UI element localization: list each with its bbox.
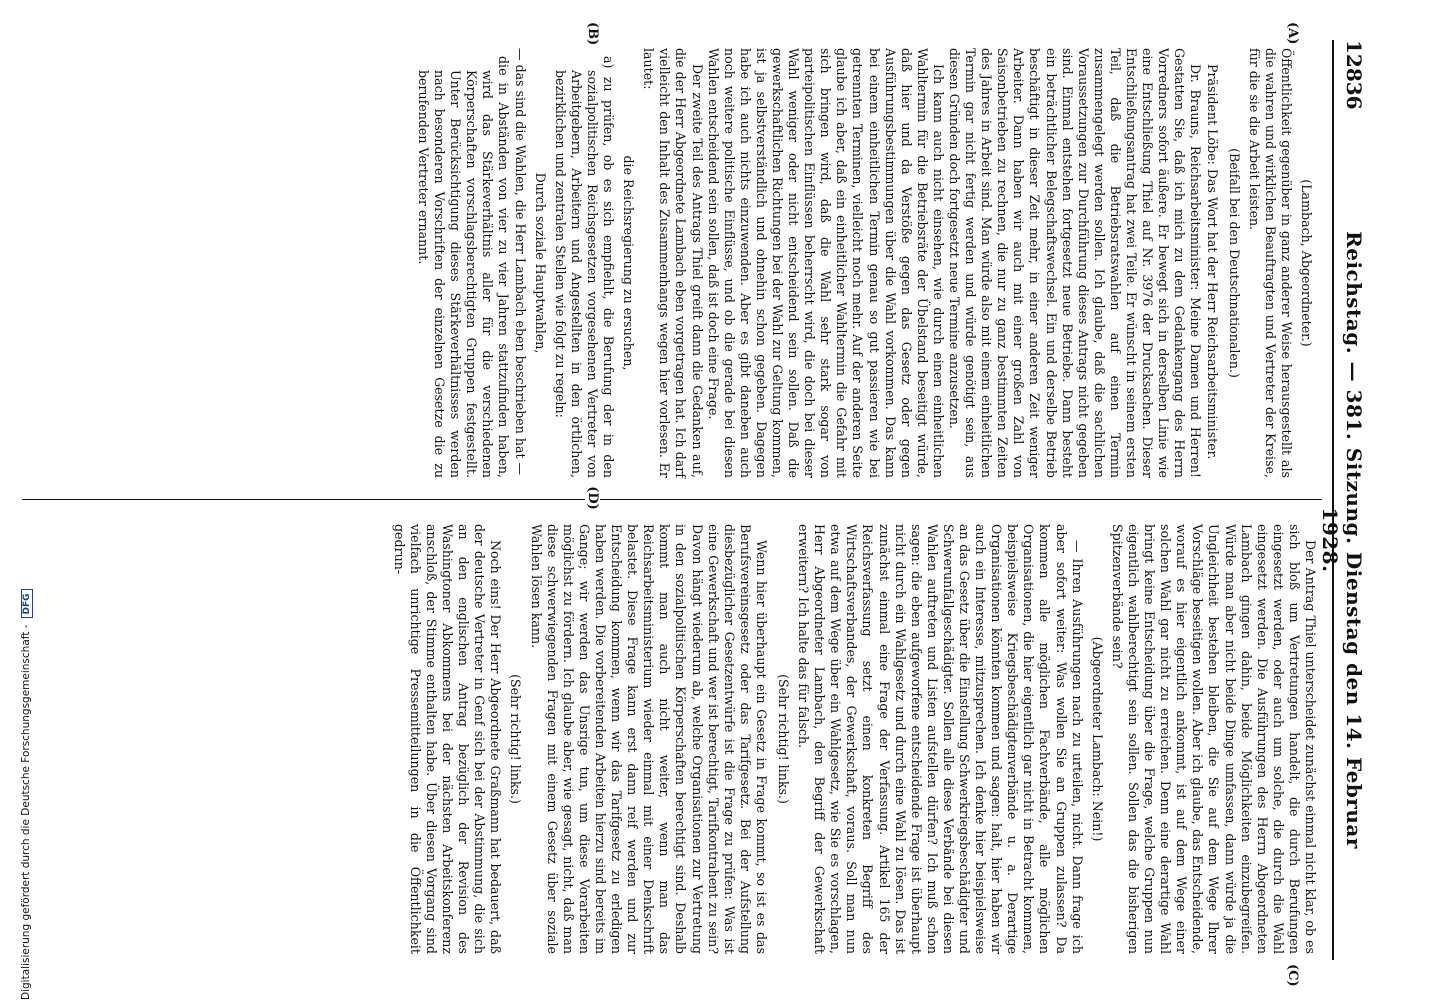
paragraph: (Sehr richtig! links.) xyxy=(508,674,524,804)
margin-marker-d: (D) xyxy=(585,486,600,510)
paragraph: die Reichsregierung zu ersuchen, xyxy=(621,155,637,371)
digitization-credit xyxy=(2,593,32,1000)
paragraph: Öffentlichkeit gegenüber in ganz anderer Weise herausgestellt als die wahren und wirklichen Beauftragten und Vertreter der Kreise, für die sie die Arbeit leisten. xyxy=(1246,48,1294,478)
page-number: 12836 xyxy=(1342,40,1366,110)
paragraph: — Ihren Ausführungen nach zu urteilen, nicht. Dann frage ich aber sofort weiter: Was wollen Sie an Gruppen zulassen? Da kommen alle möglichen Fachverbände, alle möglichen Organisationen, die hier eigentlich gar nicht in Betracht kommen, beispielsweise Kriegsbeschädigtenverbände u. a. Derartige Organisationen könnten kommen und sagen: halt, hier haben wir auch ein Interesse, mitzusprechen. Ich denke hier beispielsweise an das Gesetz über die Einstellung Schwerkriegsbeschädigter und Schwerunfallgeschädigter. Sollen alle diese Verbände bei diesen Wahlen auftreten und Listen aufstellen dürfen? Ich muß schon sagen: die eben aufgeworfene entscheidende Frage ist überhaupt nicht durch ein Wahlgesetz und durch eine Wahl zu lösen. Das ist zunächst einmal eine Frage der Verfassung. Artikel 165 der Reichsverfassung setzt einen konkreten Begriff des Wirtschaftsverbandes, der Gewerkschaft, voraus. Soll man nun etwa auf dem Wege über ein Wahlgesetz, wie Sie es vorschlagen, Herr Abgeordneter Lambach, den Begriff der Gewerkschaft erweitern? Ich halte das für falsch. xyxy=(796,524,1085,954)
right-text-column xyxy=(391,524,1318,954)
paragraph: (Sehr richtig! links.) xyxy=(776,674,791,804)
column-divider xyxy=(22,499,1322,500)
paragraph: Der zweite Teil des Antrags Thiel greift dann die Gedanken auf, die der Herr Abgeordnete Lambach eben vorgetragen hat. Ich darf vielleicht den Inhalt des Zusammenhangs wegen hier vorlesen. Er lautet: xyxy=(641,48,705,478)
credit-text: Digitalisierung gefördert durch die Deutsche Forschungsgemeinschaft - xyxy=(20,624,32,1000)
paragraph: Präsident Löbe: Das Wort hat der Herr Reichsarbeitsminister. xyxy=(1204,64,1220,460)
margin-marker-a: (A) xyxy=(1285,22,1300,45)
paragraph: (Beifall bei den Deutschnationalen.) xyxy=(1226,148,1242,378)
paragraph: a) zu prüfen, ob es sich empfiehlt, die Berufung der in den sozialpolitischen Reichsgesetzen vorgesehenen Vertreter von Arbeitgebern, Arbeitern und Angestellten in den örtlichen, bezirklichen und zentralen Stellen wie folgt zu regeln: xyxy=(552,56,617,478)
paragraph: die in Abständen von vier zu vier Jahren stattzufinden haben, wird das Stärkeverhältnis aller für die verschiedenen Körperschaften vorschlagsberechtigten Gruppen festgestellt. Unter Berücksichtigung dieses Stärkeverhältnisses werden nach besonderen Vorschriften der einzelnen Gesetze die zu berufenden Vertreter ernannt. xyxy=(416,56,512,478)
page-header xyxy=(1318,40,1372,960)
paragraph: — das sind die Wahlen, die Herr Lambach eben beschrieben hat — xyxy=(512,48,528,476)
paragraph: Der Antrag Thiel unterscheidet zunächst einmal nicht klar, ob es sich bloß um Vertretungen handelt, die durch Berufungen eingesetzt werden, oder auch um solche, die durch die Wahl eingesetzt werden. Die Ausführungen des Herrn Abgeordneten Lambach gingen dahin, beide Möglichkeiten einzubegreifen. Würde man aber nicht beide Dinge umfassen, dann würde ja die Ungleichheit bestehen bleiben, die Sie auf dem Wege Ihrer Vorschläge beseitigen wollen. Aber ich glaube, das Entscheidende, worauf es hier eigentlich ankommt, ist auf dem Wege einer solchen Wahl gar nicht zu erreichen. Denn eine derartige Wahl bringt keine Entscheidung über die Frage, welche Gruppen nun eigentlich wahlberechtigt sein sollen. Sollen das die bisherigen Spitzenverbände sein? xyxy=(1109,524,1318,954)
paragraph: Dr. Brauns, Reichsarbeitsminister: Meine Damen und Herren! Gestatten Sie, daß ich mich zu dem Gedankengang des Herrn Vorredners sofort äußere. Er bewegt sich in derselben Linie wie eine Entschließung Thiel auf Nr. 3976 der Drucksachen. Dieser Entschließungsantrag hat zwei Teile. Er wünscht in seinem ersten Teil, daß die Betriebsratswahlen auf einen Termin zusammengelegt werden sollen. Ich glaube, daß die sachlichen Voraussetzungen zur Durchführung dieses Antrags nicht gegeben sind. Einmal entstehen fortgesetzt neue Betriebe. Dann besteht ein beträchtlicher Belegschaftswechsel. Ein und derselbe Betrieb beschäftigt in dieser Zeit mehr, in einer anderen Zeit weniger Arbeiter. Dann haben wir auch mit einer großen Zahl von Saisonbetrieben zu rechnen, die nur zu ganz bestimmten Zeiten des Jahres in Arbeit sind. Man würde also mit einem einheitlichen Termin gar nicht fertig werden und würde genötigt sein, aus diesen Gründen doch fortgesetzt neue Termine anzusetzen. xyxy=(947,48,1204,478)
paragraph: Noch eins! Der Herr Abgeordnete Graßmann hat bedauert, daß der deutsche Vertreter in Genf sich bei der Abstimmung, die sich an den englischen Antrag bezüglich der Revision des Washingtoner Abkommens bei der nächsten Arbeitskonferenz anschloß, der Stimme enthalten habe. Über diesen Vorgang sind vielfach unrichtige Pressemitteilungen in die Öffentlichkeit gedrun- xyxy=(391,524,504,954)
margin-marker-b: (B) xyxy=(585,22,600,46)
paragraph: (Abgeordneter Lambach: Nein!) xyxy=(1089,636,1105,842)
paragraph: Durch soziale Hauptwahlen, xyxy=(532,172,548,354)
paragraph: Wenn hier überhaupt ein Gesetz in Frage kommt, so ist es das Berufsvereinsgesetz oder das Tarifgesetz. Bei der Aufstellung diesbezüglicher Gesetzentwürfe ist die Frage zu prüfen: Was ist eine Gewerkschaft und wer ist berechtigt, Tarifkontrahent zu sein? Davon hängt wiederum ab, welche Organisationen zur Vertretung in den sozialpolitischen Körperschaften berechtigt sind. Deshalb kommt man auch nicht weiter, wenn man das Reichsarbeitsministerium wieder einmal mit einer Denkschrift belastet. Diese Frage kann erst dann reif werden und zur Entscheidung kommen, wenn wir das Tarifgesetz zu erledigen haben werden. Die vorbereitenden Arbeiten hierzu sind bereits im Gange; wir werden das Unsrige tun, um diese Vorarbeiten möglichst zu fördern. Ich glaube aber, wie gesagt, nicht, daß man diese schwerwiegenden Fragen mit einem Gesetz über soziale Wahlen lösen kann. xyxy=(528,524,769,954)
header-rule xyxy=(1332,40,1334,960)
paragraph: Ich kann auch nicht einsehen, wie durch einen einheitlichen Wahltermin für die Betriebsräte der Übelstand beseitigt würde, daß hier und da Verstöße gegen das Gesetz oder gegen Ausführungsbestimmungen über die Wahl vorkommen. Das kann bei einem einheitlichen Termin genau so gut passieren wie bei getrennten Terminen, vielleicht noch mehr. Auf der anderen Seite glaube ich aber, daß ein einheitlicher Wahltermin die Gefahr mit sich bringen wird, daß die Wahl sehr stark sogar von parteipolitischen Einflüssen beherrscht wird, die doch bei dieser Wahl weniger oder nicht entscheidend sein sollen. Daß die gewerkschaftlichen Richtungen bei der Wahl zur Geltung kommen, ist ja selbstverständlich und ohnehin schon gegeben. Dagegen habe ich auch nichts einzuwenden. Aber es gibt daneben auch noch weitere politische Einflüsse, und ob die gerade bei diesen Wahlen entscheidend sein sollen, daß ist doch eine Frage. xyxy=(705,48,946,478)
page-title: Reichstag. — 381. Sitzung. Dienstag den 14. Februar 1928. xyxy=(1318,231,1366,849)
dfg-logo: DFG xyxy=(21,589,33,618)
margin-marker-c: (C) xyxy=(1285,964,1300,987)
left-text-column xyxy=(415,48,1318,478)
paragraph: (Lambach, Abgeordneter.) xyxy=(1299,179,1314,347)
